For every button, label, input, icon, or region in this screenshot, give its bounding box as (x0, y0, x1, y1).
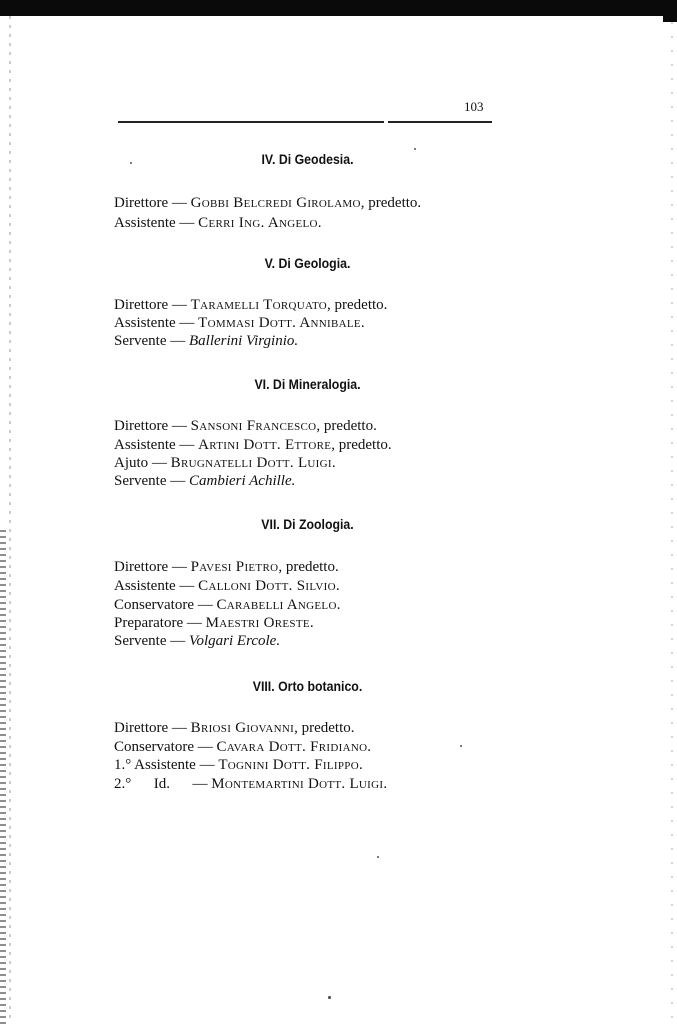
entry-role: 2.° Id. — (114, 776, 208, 792)
entry-name: Sansoni Francesco (190, 418, 317, 434)
scan-corner-mark (663, 0, 677, 22)
section-heading-geologia: V. Di Geologia. (264, 255, 351, 271)
entry-name: Montemartini Dott. Luigi. (211, 776, 388, 792)
entry-line (114, 195, 421, 212)
entry-name: Brugnatelli Dott. Luigi. (170, 455, 336, 471)
scan-left-binding (0, 530, 6, 1024)
entry-name: Ballerini Virginio. (188, 333, 299, 349)
scan-speck (328, 996, 331, 999)
entry-name: Cerri Ing. Angelo. (198, 215, 322, 231)
entry-role: Direttore — (114, 195, 187, 211)
entry-line (114, 297, 387, 314)
entry-role: Servente — (114, 333, 186, 349)
entry-line (114, 215, 322, 232)
scan-speck (414, 148, 416, 150)
entry-role: Assistente — (114, 315, 195, 331)
entry-role: Direttore — (114, 297, 187, 313)
page-number: 103 (464, 99, 484, 114)
entry-name: Volgari Ercole. (188, 633, 281, 649)
entry-line (114, 315, 365, 332)
entry-name: Tognini Dott. Filippo. (218, 757, 363, 773)
entry-name: Tommasi Dott. Annibale. (198, 315, 365, 331)
entry-line (114, 597, 341, 614)
entry-line (114, 739, 371, 756)
entry-suffix: , predetto. (316, 418, 377, 434)
entry-line (114, 776, 387, 793)
scan-left-edge (9, 16, 11, 1024)
entry-line (114, 559, 339, 576)
scan-speck (460, 745, 462, 747)
entry-role: Conservatore — (114, 739, 213, 755)
header-rule (118, 121, 384, 123)
scan-speck (377, 856, 379, 858)
entry-line (114, 333, 298, 350)
entry-line (114, 437, 392, 454)
entry-line (114, 633, 280, 650)
entry-role: Assistente — (114, 578, 195, 594)
entry-suffix: , predetto. (360, 195, 422, 211)
entry-suffix: , predetto. (278, 559, 339, 575)
entry-role: Assistente — (114, 215, 195, 231)
entry-name: Cambieri Achille. (188, 473, 296, 489)
entry-role: Direttore — (114, 559, 187, 575)
entry-name: Artini Dott. Ettore (198, 437, 332, 453)
entry-role: 1.° Assistente — (114, 757, 215, 773)
entry-name: Taramelli Torquato (190, 297, 328, 313)
section-heading-zoologia: VII. Di Zoologia. (261, 516, 354, 532)
section-heading-mineralogia: VI. Di Mineralogia. (254, 376, 361, 392)
entry-role: Preparatore — (114, 615, 202, 631)
entry-role: Conservatore — (114, 597, 213, 613)
entry-name: Cavara Dott. Fridiano. (216, 739, 372, 755)
entry-suffix: , predetto. (331, 437, 392, 453)
scan-top-border (0, 0, 677, 16)
entry-name: Calloni Dott. Silvio. (198, 578, 340, 594)
section-heading-orto-botanico: VIII. Orto botanico. (252, 678, 363, 694)
entry-name: Briosi Giovanni (190, 720, 295, 736)
entry-role: Direttore — (114, 418, 187, 434)
entry-role: Servente — (114, 633, 186, 649)
entry-name: Gobbi Belcredi Girolamo (190, 195, 361, 211)
header-rule (388, 121, 492, 123)
entry-line (114, 578, 340, 595)
entry-role: Servente — (114, 473, 186, 489)
entry-name: Pavesi Pietro (190, 559, 279, 575)
entry-role: Ajuto — (114, 455, 167, 471)
entry-line (114, 455, 336, 472)
entry-line (114, 473, 295, 490)
entry-role: Direttore — (114, 720, 187, 736)
scan-right-edge (671, 22, 673, 1022)
scan-speck (130, 162, 132, 164)
entry-line (114, 720, 355, 737)
entry-line (114, 418, 377, 435)
entry-suffix: , predetto. (327, 297, 388, 313)
section-heading-geodesia: IV. Di Geodesia. (261, 151, 354, 167)
entry-line (114, 615, 314, 632)
entry-line (114, 757, 363, 774)
entry-name: Carabelli Angelo. (216, 597, 341, 613)
entry-suffix: , predetto. (294, 720, 355, 736)
entry-role: Assistente — (114, 437, 195, 453)
entry-name: Maestri Oreste. (205, 615, 314, 631)
